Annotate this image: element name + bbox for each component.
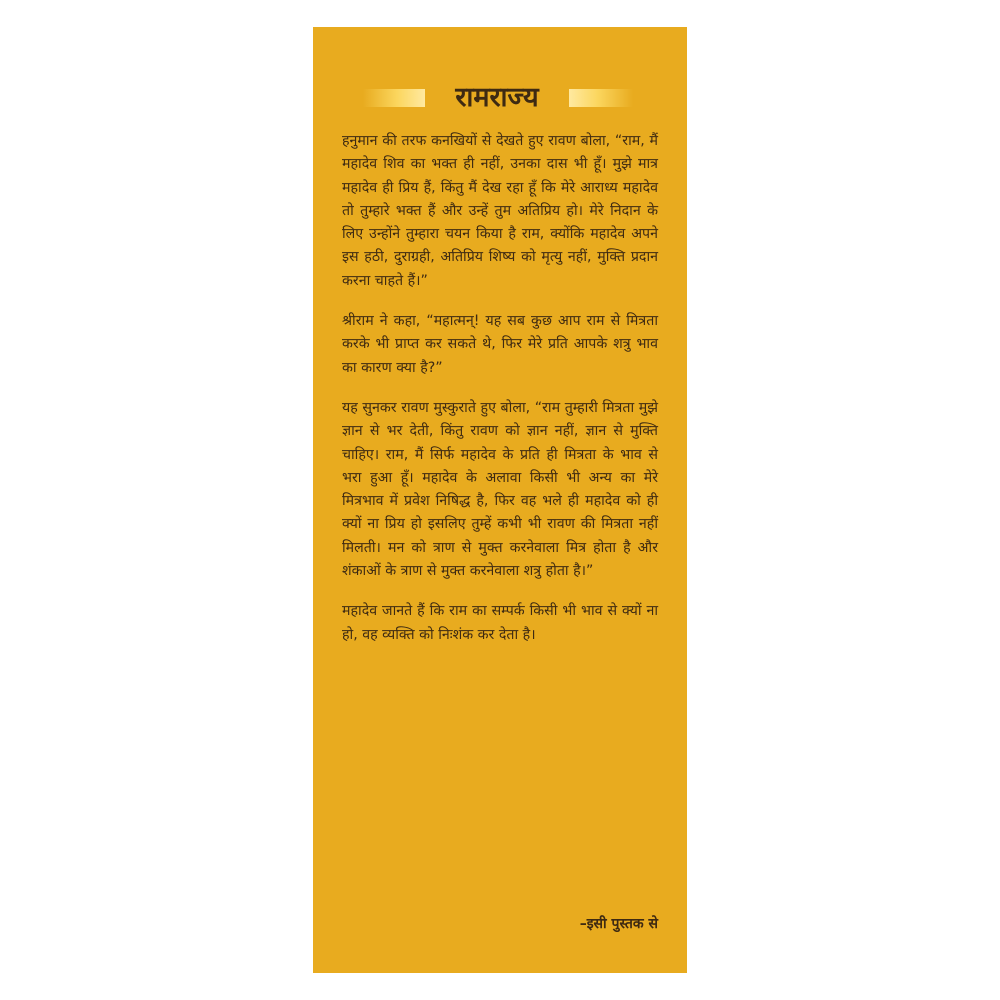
paragraph-1: हनुमान की तरफ कनखियों से देखते हुए रावण बोला, “राम, मैं महादेव शिव का भक्त ही नहीं, उनका दास भी हूँ। मुझे मात्र महादेव ही प्रिय हैं, किंतु मैं देख रहा हूँ कि मेरे आराध्य महादेव तो तुम्हारे भक्त हैं और उन्हें तुम अतिप्रिय हो। मेरे निदान के लिए उन्होंने तुम्हारा चयन किया है राम, क्योंकि महादेव अपने इस हठी, दुराग्रही, अतिप्रिय शिष्य को मृत्यु नहीं, मुक्ति प्रदान करना चाहते हैं।” [342, 133, 658, 289]
excerpt-body [342, 130, 658, 664]
title-row [313, 79, 687, 119]
page-title: रामराज्य [455, 82, 539, 113]
title-decor-right [569, 89, 633, 107]
paragraph-4: महादेव जानते हैं कि राम का सम्पर्क किसी भी भाव से क्यों ना हो, वह व्यक्ति को निःशंक कर देता है। [342, 603, 658, 643]
excerpt-panel [313, 27, 687, 973]
paragraph-2: श्रीराम ने कहा, “महात्मन्! यह सब कुछ आप राम से मित्रता करके भी प्राप्त कर सकते थे, फिर मेरे प्रति आपके शत्रु भाव का कारण क्या है?” [342, 313, 658, 376]
source-attribution: –इसी पुस्तक से [579, 916, 658, 932]
title-decor-left [363, 89, 425, 107]
paragraph-3: यह सुनकर रावण मुस्कुराते हुए बोला, “राम तुम्हारी मित्रता मुझे ज्ञान से भर देती, किंतु रावण को ज्ञान नहीं, ज्ञान से मुक्ति चाहिए। राम, मैं सिर्फ महादेव के प्रति ही मित्रता के भाव से भरा हुआ हूँ। महादेव के अलावा किसी भी अन्य का मेरे मित्रभाव में प्रवेश निषिद्ध है, फिर वह भले ही महादेव को ही क्यों ना प्रिय हो इसलिए तुम्हें कभी भी रावण की मित्रता नहीं मिलती। मन को त्राण से मुक्त करनेवाला मित्र होता है और शंकाओं के त्राण से मुक्त करनेवाला शत्रु होता है।” [342, 399, 658, 580]
